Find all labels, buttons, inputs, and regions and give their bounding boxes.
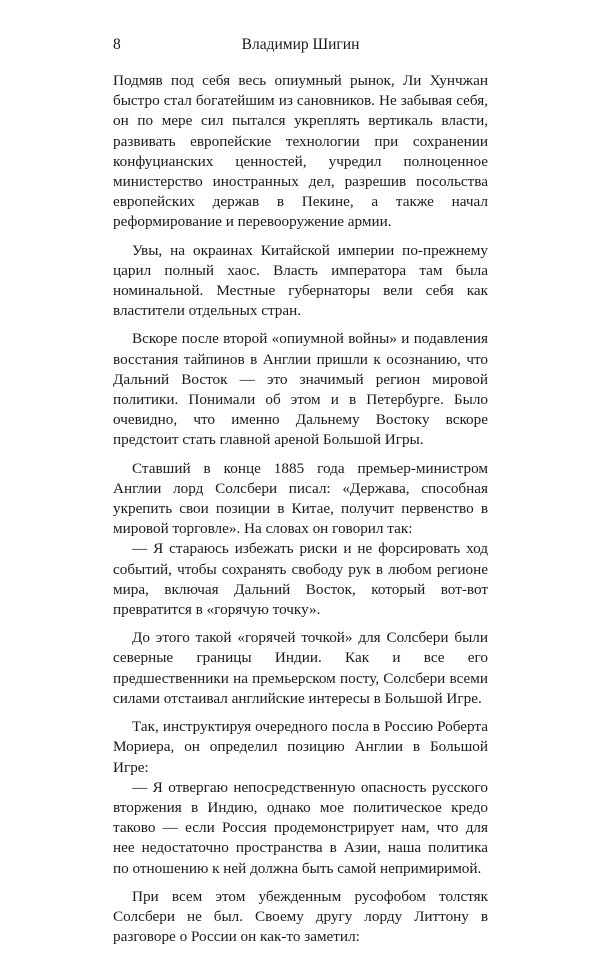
paragraph: Так, инструктируя очередного посла в Россию Роберта Мориера, он определил позицию Англии в Большой Игре: — [113, 718, 488, 776]
paragraph: Увы, на окраинах Китайской империи по-прежнему царил полный хаос. Власть императора там была номинальной. Местные губернаторы вели себя как властители отдельных стран. — [113, 241, 488, 320]
body-text — [113, 71, 488, 955]
paragraph: Вскоре после второй «опиумной войны» и подавления восстания тайпинов в Англии пришли к осознанию, что Дальний Восток — это значимый регион мировой политики. Понимали об этом и в Петербурге. Было очевидно, что именно Дальнему Востоку вскоре предстоит стать главной ареной Большой Игры. — [113, 330, 488, 449]
quote-paragraph: — Я стараюсь избежать риски и не форсировать ход событий, чтобы сохранять свободу рук в любом регионе мира, включая Дальний Восток, который вот-вот превратится в «горячую точку». — [113, 540, 488, 619]
running-head — [113, 34, 488, 56]
paragraph: Ставший в конце 1885 года премьер-министром Англии лорд Солсбери писал: «Держава, способная укрепить свои позиции в Китае, получит первенство в мировой торговле». На словах он говорил так: — [113, 459, 488, 538]
paragraph: До этого такой «горячей точкой» для Солсбери были северные границы Индии. Как и все его предшественники на премьерском посту, Солсбери всеми силами отстаивал английские интересы в Большой Игре. — [113, 629, 488, 707]
paragraph: При всем этом убежденным русофобом толстяк Солсбери не был. Своему другу лорду Литтону в разговоре о России он как-то заметил: — [113, 887, 488, 946]
quote-paragraph: — Я отвергаю непосредственную опасность русского вторжения в Индию, однако мое политическое кредо таково — если Россия продемонстрирует нам, что для нее недостаточно пространства в Азии, наша политика по отношению к ней должна быть самой непримиримой. — [113, 778, 488, 877]
author-name: Владимир Шигин — [241, 36, 360, 53]
page-number: 8 — [113, 36, 121, 53]
paragraph: Подмяв под себя весь опиумный рынок, Ли Хунчжан быстро стал богатейшим из сановников. Не забывая себя, он по мере сил пытался укреплять вертикаль власти, развивать европейские технологии при сохранении конфуцианских ценностей, учредил полноценное министерство иностранных дел, разрешив посольства европейских держав в Пекине, а также начал реформирование и перевооружение армии. — [113, 72, 488, 231]
